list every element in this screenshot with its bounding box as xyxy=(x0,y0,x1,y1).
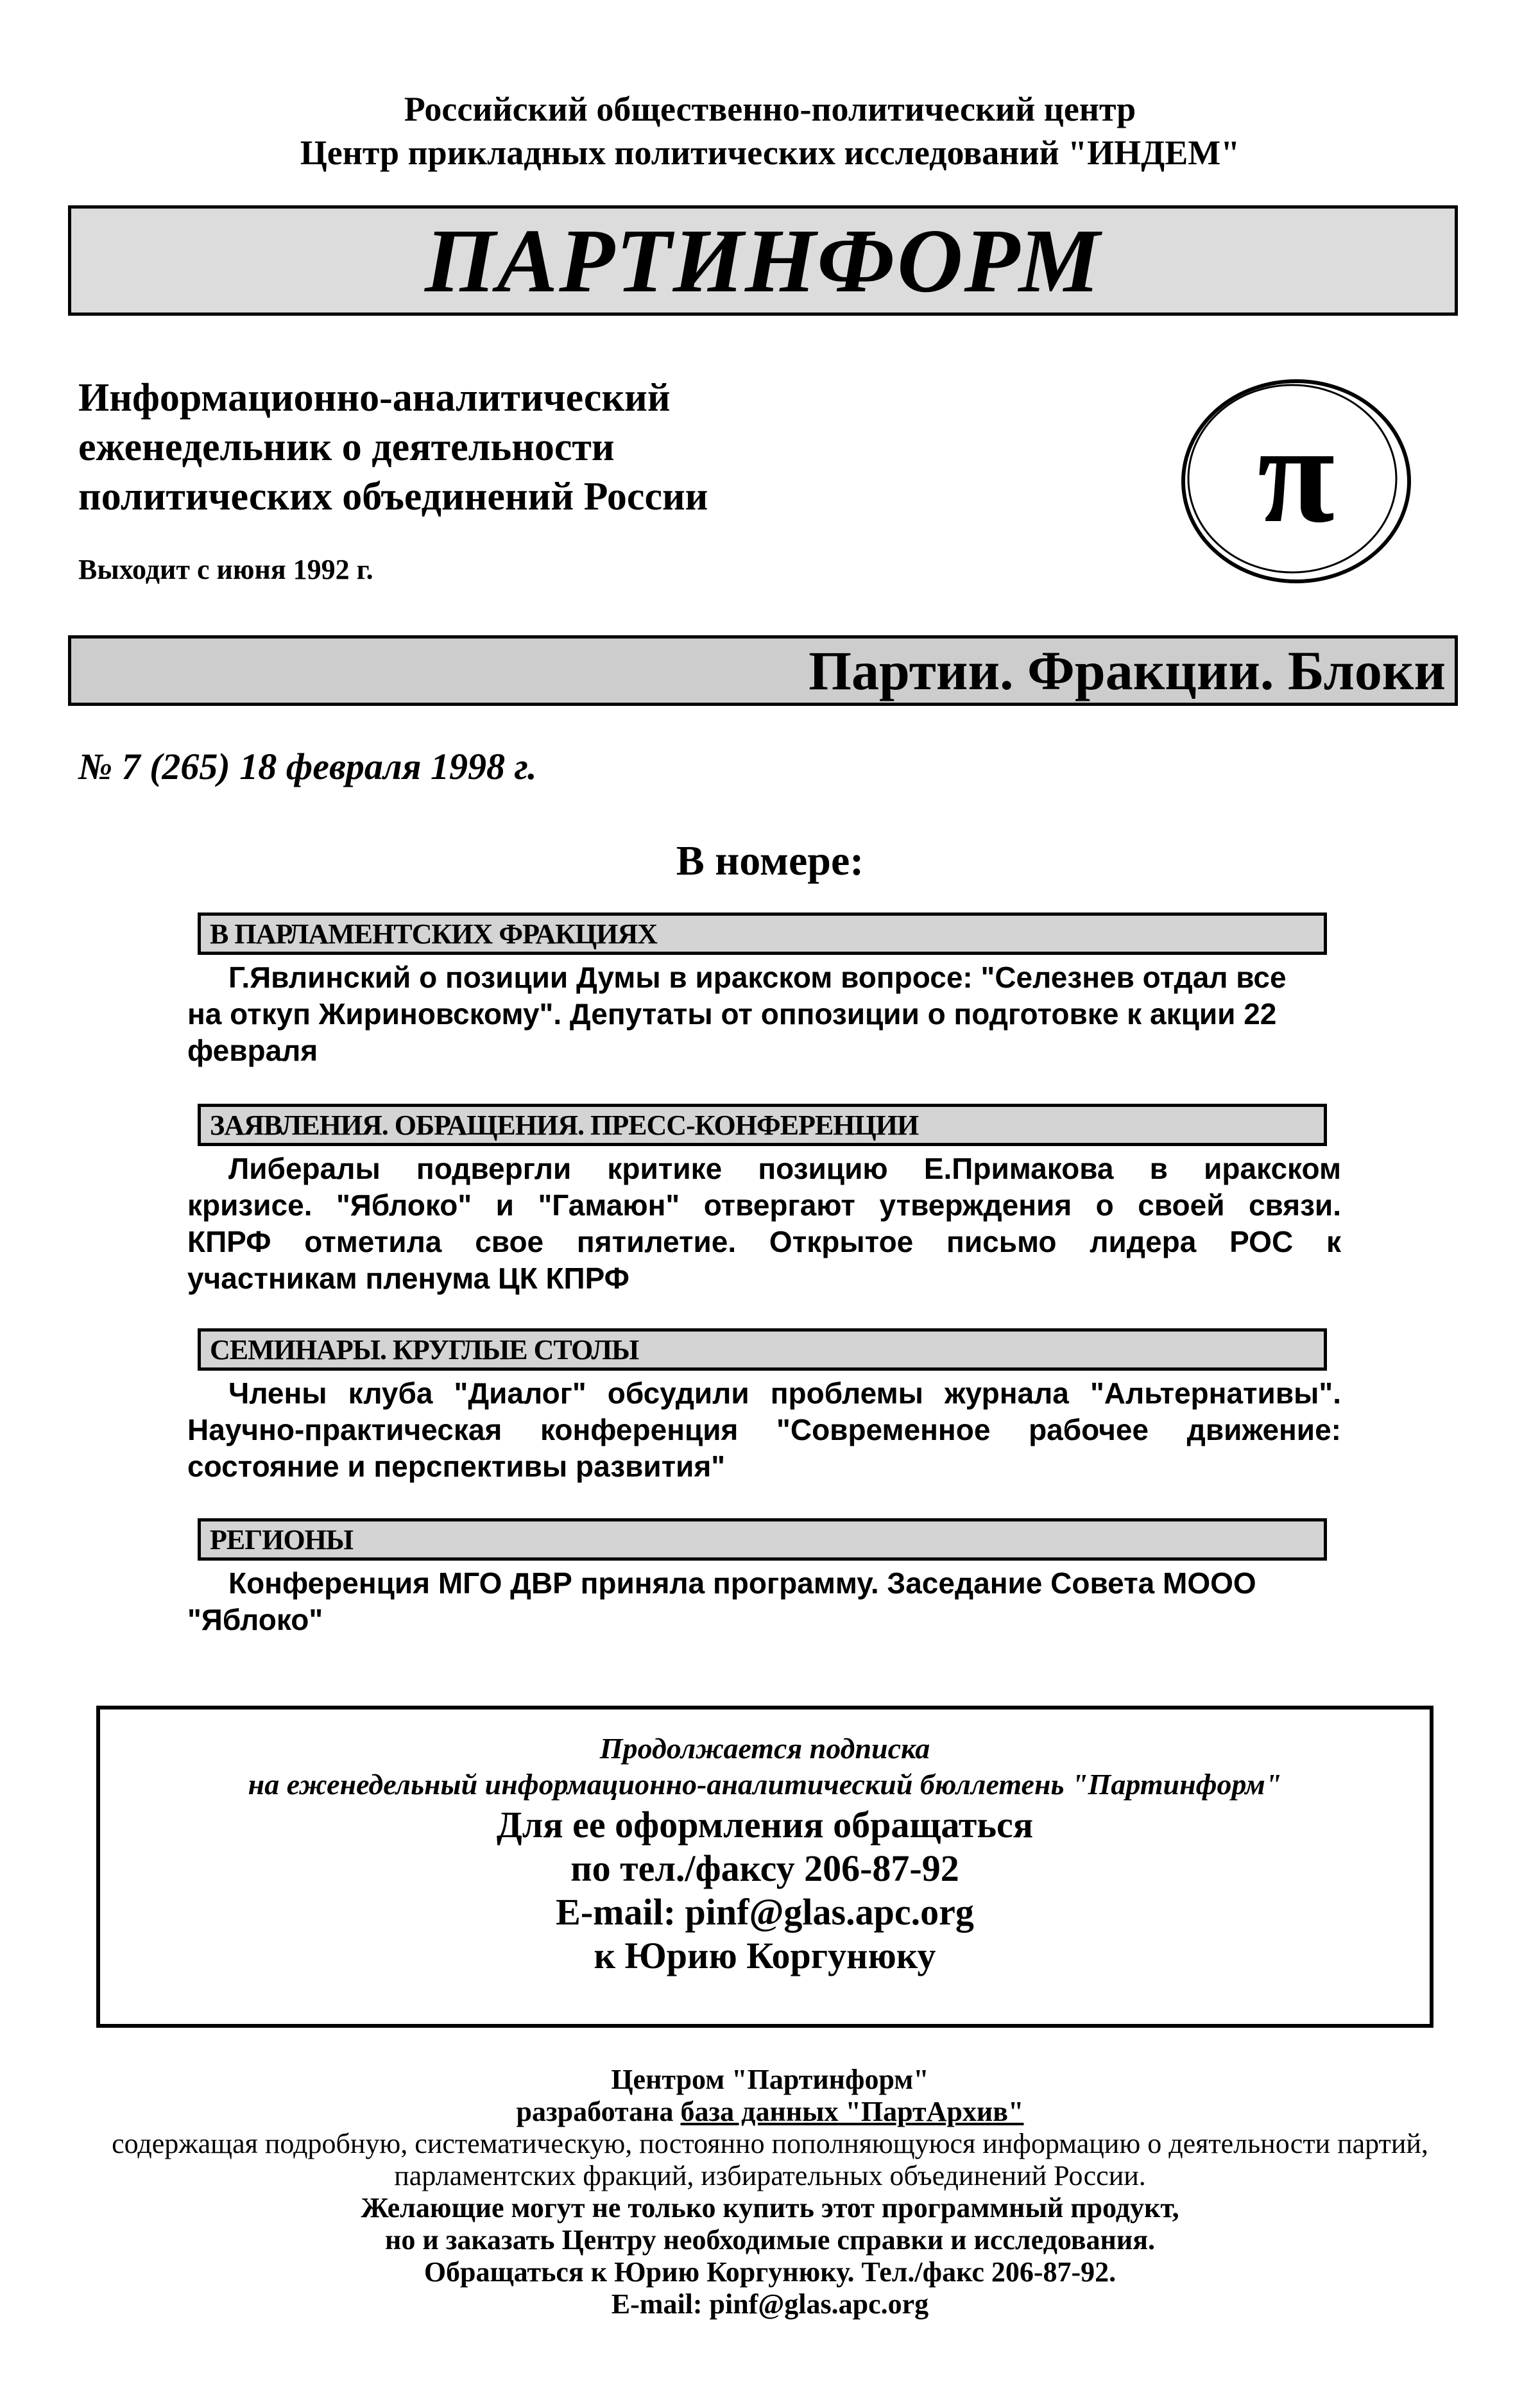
contents-line: КПРФ отметила свое пятилетие. Открытое письмо лидера РОС к xyxy=(187,1225,1341,1258)
contents-text-regions xyxy=(187,1565,1341,1638)
footer-line-1: Центром "Партинформ" xyxy=(611,2064,929,2095)
issue-number: № 7 (265) 18 февраля 1998 г. xyxy=(78,746,537,787)
masthead-box xyxy=(68,205,1458,316)
footer-line-2 xyxy=(0,2096,1540,2128)
subscription-email: E-mail: pinf@glas.apc.org xyxy=(556,1891,974,1933)
contents-line: Члены клуба "Диалог" обсудили проблемы журнала "Альтернативы". xyxy=(228,1376,1341,1410)
contents-line: Либералы подвергли критике позицию Е.Примакова в иракском xyxy=(228,1152,1341,1185)
subscription-line-2: на еженедельный информационно-аналитический бюллетень "Партинформ" xyxy=(248,1768,1282,1801)
in-issue-heading: В номере: xyxy=(676,837,864,884)
contents-line: "Яблоко" xyxy=(187,1603,323,1636)
contents-text-statements xyxy=(187,1151,1341,1297)
contents-line: состояние и перспективы развития" xyxy=(187,1450,726,1483)
contents-line: Г.Явлинский о позиции Думы в иракском вопросе: "Селезнев отдал все xyxy=(228,961,1287,994)
contents-heading-regions: РЕГИОНЫ xyxy=(198,1518,1327,1561)
footer-email: E-mail: pinf@glas.apc.org xyxy=(611,2288,929,2320)
pi-logo-symbol: π xyxy=(1257,395,1335,552)
contents-line: Конференция МГО ДВР приняла программу. Заседание Совета МООО xyxy=(228,1566,1256,1600)
footer-line-7: Обращаться к Юрию Коргунюку. Тел./факс 206-87-92. xyxy=(424,2256,1116,2288)
footer-line-3: содержащая подробную, систематическую, постоянно пополняющуюся информацию о деятельности партий, xyxy=(112,2128,1428,2159)
footer-line-2-prefix: разработана xyxy=(516,2096,681,2127)
subscription-line-3: Для ее оформления обращаться xyxy=(496,1804,1034,1846)
description-line-3: политических объединений России xyxy=(78,475,708,518)
contents-heading-parliament: В ПАРЛАМЕНТСКИХ ФРАКЦИЯХ xyxy=(198,913,1327,955)
database-link[interactable]: база данных "ПартАрхив" xyxy=(680,2096,1024,2127)
section-bar xyxy=(68,635,1458,706)
section-title: Партии. Фракции. Блоки xyxy=(809,640,1446,701)
footer-line-6: но и заказать Центру необходимые справки и исследования. xyxy=(384,2224,1155,2256)
description-line-1: Информационно-аналитический xyxy=(78,376,671,420)
subscription-phone: по тел./факсу 206-87-92 xyxy=(570,1847,959,1889)
subscription-line-1: Продолжается подписка xyxy=(599,1732,930,1765)
contents-heading-seminars: СЕМИНАРЫ. КРУГЛЫЕ СТОЛЫ xyxy=(198,1328,1327,1371)
contents-text-seminars xyxy=(187,1375,1341,1485)
description-line-2: еженедельник о деятельности xyxy=(78,425,615,469)
contents-line: на откуп Жириновскому". Депутаты от оппозиции о подготовке к акции 22 xyxy=(187,997,1277,1031)
contents-text-parliament xyxy=(187,959,1341,1069)
masthead-title: ПАРТИНФОРМ xyxy=(424,210,1101,311)
org-line-2: Центр прикладных политических исследований "ИНДЕМ" xyxy=(300,133,1240,172)
subscription-box xyxy=(96,1706,1433,2028)
subscription-contact: к Юрию Коргунюку xyxy=(594,1935,936,1976)
masthead-description xyxy=(78,373,912,522)
footer-line-4: парламентских фракций, избирательных объединений России. xyxy=(394,2160,1146,2191)
contents-line: Научно-практическая конференция "Современное рабочее движение: xyxy=(187,1413,1341,1446)
footer-line-5: Желающие могут не только купить этот программный продукт, xyxy=(361,2192,1179,2223)
since-note: Выходит с июня 1992 г. xyxy=(78,554,373,585)
contents-line: участникам пленума ЦК КПРФ xyxy=(187,1262,629,1295)
contents-line: февраля xyxy=(187,1034,318,1067)
org-line-1: Российский общественно-политический центр xyxy=(404,90,1136,128)
contents-heading-statements: ЗАЯВЛЕНИЯ. ОБРАЩЕНИЯ. ПРЕСС-КОНФЕРЕНЦИИ xyxy=(198,1104,1327,1146)
pi-logo xyxy=(1174,372,1418,590)
contents-line: кризисе. "Яблоко" и "Гамаюн" отвергают утверждения о своей связи. xyxy=(187,1188,1341,1222)
